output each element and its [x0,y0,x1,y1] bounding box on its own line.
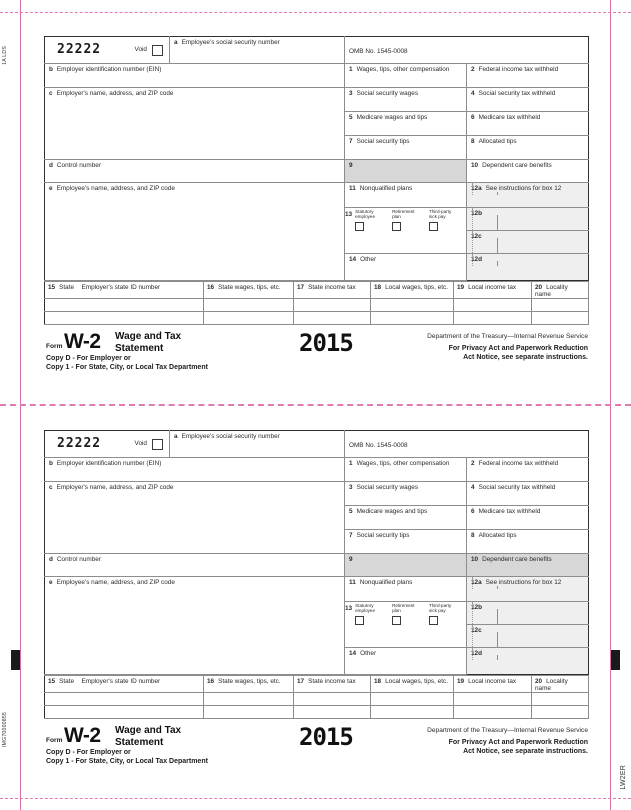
locality-entry-1-2[interactable] [532,693,589,706]
box-12a-number-2: 12a [471,579,482,586]
box-12b[interactable] [467,208,589,231]
box-14-other[interactable] [345,254,467,281]
footer-form-title [115,331,181,354]
box-13-retirement-line1: Retirement [392,209,415,214]
box-5-label-2: Medicare wages and tips [356,508,428,515]
box-16-label: State wages, tips, etc. [218,284,281,291]
footer-copy-line1: Copy D - For Employer or [46,355,131,362]
side-code-bottom-left: IMG70000855 [2,712,8,748]
local-wages-entry-2-2[interactable] [371,706,454,719]
box-12b-value-divider [497,215,498,230]
box-3-number: 3 [349,90,353,97]
box-12b-number: 12b [471,210,483,217]
box-12b-number-2: 12b [471,604,483,611]
box-19-local-income-tax-2[interactable] [454,676,532,693]
footer-form-title-2 [115,725,181,748]
state-tax-entry-2-2[interactable] [294,706,371,719]
perforation-line [0,404,631,406]
box-17-number-2: 17 [297,678,305,685]
footer-notice-line2-2: Act Notice, see separate instructions. [463,748,588,756]
box-14-other-2[interactable] [345,648,467,675]
box-7-number: 7 [349,138,353,145]
box-6-number: 6 [471,114,475,121]
omb-cell-2 [345,431,589,458]
box-10-number: 10 [471,162,479,169]
locality-entry-2[interactable] [532,312,589,325]
local-wages-entry-2[interactable] [371,312,454,325]
box-5-number: 5 [349,114,353,121]
box-19-number: 19 [457,284,465,291]
form-footer-2 [44,721,588,767]
footer-title-line2: Statement [115,342,164,354]
local-wages-entry-1-2[interactable] [371,693,454,706]
omb-cell [345,37,589,64]
box-8-label: Allocated tips [478,138,517,145]
box-17-state-income-tax[interactable] [294,282,371,299]
box-3-label-2: Social security wages [356,484,419,491]
side-code-bottom-right: LW2ER [620,765,627,790]
box-12d-value-divider-2 [497,655,498,660]
box-2-label: Federal income tax withheld [478,66,559,73]
box-a-letter: a [174,39,178,46]
box-15-state[interactable] [45,282,79,299]
box-5-medicare-wages[interactable] [345,112,467,136]
box-1-label-2: Wages, tips, other compensation [356,460,450,467]
w2-form-copy-bottom [44,430,588,767]
box-b-label: Employer identification number (EIN) [56,66,162,73]
box-7-number-2: 7 [349,532,353,539]
box-6-medicare-tax[interactable] [467,112,589,136]
box-4-number: 4 [471,90,475,97]
locality-entry-1[interactable] [532,299,589,312]
box-e-label: Employee's name, address, and ZIP code [56,185,175,192]
box-13-statutory-employee[interactable] [355,210,392,231]
box-6-medicare-tax-2[interactable] [467,506,589,530]
box-19-local-income-tax[interactable] [454,282,532,299]
box-10-number-2: 10 [471,556,479,563]
box-1-number: 1 [349,66,353,73]
box-18-label: Local wages, tips, etc. [385,284,448,291]
box-12d-code-divider-2 [472,648,473,660]
box-15-label: State [59,284,75,291]
footer-copy-info [46,354,208,372]
box-3-ss-wages-2[interactable] [345,482,467,506]
box-19-label-2: Local income tax [468,678,517,685]
box-12a-value-divider-2 [497,586,498,589]
form-footer [44,327,588,373]
box-10-dependent-care-2[interactable] [467,554,589,577]
box-d-control-number-2[interactable] [45,554,345,577]
box-d-letter: d [49,162,53,169]
w2-main-grid [44,36,589,281]
box-12d-number: 12d [471,256,483,263]
footer-notice-line1-2: For Privacy Act and Paperwork Reduction [448,739,588,746]
local-wages-entry-1[interactable] [371,299,454,312]
box-13-statutory-line1: Statutory [355,209,374,214]
box-c-employer-2[interactable] [45,482,345,554]
box-13-checkboxes [345,208,467,254]
box-15-label-2: State [59,678,75,685]
box-11-nonqualified-2[interactable] [345,577,467,602]
footer-title-line1-2: Wage and Tax [115,725,182,736]
box-12c-number: 12c [471,233,482,240]
box-13-statutory-checkbox-2[interactable] [355,616,364,625]
footer-notice-line2: Act Notice, see separate instructions. [463,354,588,362]
box-1-wages[interactable] [345,64,467,88]
footer-form-number: W-2 [64,330,101,353]
box-a-ssn-2[interactable] [170,431,345,458]
state-local-grid [44,281,589,325]
print-guide-bottom [0,798,631,799]
box-e-label-2: Employee's name, address, and ZIP code [56,579,175,586]
box-13-sickpay-line1-2: Third-party [429,603,452,608]
state-tax-entry-1-2[interactable] [294,693,371,706]
print-guide-top [0,12,631,13]
box-4-ss-tax[interactable] [467,88,589,112]
state-id-entry-2[interactable] [79,312,204,325]
box-9-shaded [345,160,467,183]
omb-number: OMB No. 1545-0008 [349,48,408,55]
box-13-retirement-line1-2: Retirement [392,603,415,608]
footer-title-line1: Wage and Tax [115,331,182,342]
state-id-entry-2-2[interactable] [79,706,204,719]
box-4-number-2: 4 [471,484,475,491]
box-18-number-2: 18 [374,678,382,685]
box-15-employer-state-id[interactable] [79,282,204,299]
box-3-label: Social security wages [356,90,419,97]
box-b-letter-2: b [49,460,53,467]
footer-tax-year: 2015 [299,329,353,357]
box-12c-code-divider [472,231,473,253]
box-9-number-2: 9 [349,556,353,563]
box-e-employee[interactable] [45,183,345,281]
void-checkbox[interactable] [152,45,163,56]
box-4-label: Social security tax withheld [478,90,556,97]
box-e-letter: e [49,185,53,192]
box-12d-value-divider [497,261,498,266]
box-9-shaded-2 [345,554,467,577]
box-13-statutory-checkbox[interactable] [355,222,364,231]
box-2-label-2: Federal income tax withheld [478,460,559,467]
box-8-number: 8 [471,138,475,145]
box-20-locality-name[interactable] [532,282,589,299]
box-14-label-2: Other [360,650,377,657]
local-tax-entry-2-2[interactable] [454,706,532,719]
box-12a-code-divider-2 [472,577,473,589]
state-entry-1[interactable] [45,299,79,312]
footer-notice-line1: For Privacy Act and Paperwork Reduction [448,345,588,352]
registration-mark-left [11,650,20,670]
box-a-label: Employee's social security number [181,39,280,46]
box-2-number-2: 2 [471,460,475,467]
registration-mark-right [611,650,620,670]
box-1-label: Wages, tips, other compensation [356,66,450,73]
box-13-statutory-line2-2: employee [355,607,376,613]
box-12d-number-2: 12d [471,650,483,657]
box-a-ssn[interactable] [170,37,345,64]
box-13-checkboxes-2 [345,602,467,648]
box-2-number: 2 [471,66,475,73]
box-12d[interactable] [467,254,589,281]
state-entry-1-2[interactable] [45,693,79,706]
box-7-ss-tips[interactable] [345,136,467,160]
box-b-ein[interactable] [45,64,345,88]
box-11-number: 11 [349,185,356,192]
local-tax-entry-1-2[interactable] [454,693,532,706]
box-13-statutory-line2: employee [355,213,376,219]
box-10-label: Dependent care benefits [482,162,552,169]
box-8-allocated-tips[interactable] [467,136,589,160]
box-c-label: Employer's name, address, and ZIP code [56,90,174,97]
box-19-number-2: 19 [457,678,465,685]
box-b-ein-2[interactable] [45,458,345,482]
box-15-label2-2: Employer's state ID number [81,678,161,685]
box-13-third-party-sick-pay[interactable] [429,210,466,231]
box-12b-value-divider-2 [497,609,498,624]
box-11-nonqualified[interactable] [345,183,467,208]
box-d-letter-2: d [49,556,53,563]
box-16-state-wages[interactable] [204,282,294,299]
box-15-number: 15 [48,284,56,291]
box-10-dependent-care[interactable] [467,160,589,183]
box-20-number-2: 20 [535,678,543,685]
box-20-locality-name-2[interactable] [532,676,589,693]
box-14-number-2: 14 [349,650,357,657]
footer-copy-info-2 [46,748,208,766]
side-code-top-left: 1A LDS [2,46,8,65]
footer-copy-line2: Copy 1 - For State, City, or Local Tax Department [46,364,208,372]
box-16-state-wages-2[interactable] [204,676,294,693]
box-13-third-party-sick-pay-2[interactable] [429,604,466,625]
box-15-employer-state-id-2[interactable] [79,676,204,693]
box-6-label: Medicare tax withheld [478,114,541,121]
box-e-employee-2[interactable] [45,577,345,675]
box-5-number-2: 5 [349,508,353,515]
box-13-statutory-employee-2[interactable] [355,604,392,625]
box-13-sickpay-checkbox[interactable] [429,222,438,231]
box-1-number-2: 1 [349,460,353,467]
box-13-sickpay-line2-2: sick pay [429,607,446,613]
box-c-employer[interactable] [45,88,345,160]
box-15-label2: Employer's state ID number [81,284,161,291]
state-entry-2-2[interactable] [45,706,79,719]
state-id-entry-1[interactable] [79,299,204,312]
box-18-label-2: Local wages, tips, etc. [385,678,448,685]
box-12a-label-2: See instructions for box 12 [485,579,562,586]
void-label-2: Void [134,440,147,447]
control-number-value: 22222 [57,41,102,57]
box-8-label-2: Allocated tips [478,532,517,539]
box-7-label-2: Social security tips [356,532,410,539]
box-20-label: Locality name [535,284,568,298]
local-tax-entry-2[interactable] [454,312,532,325]
box-17-label-2: State income tax [308,678,356,685]
box-11-label-2: Nonqualified plans [359,579,413,586]
state-wages-entry-2[interactable] [204,312,294,325]
box-17-state-income-tax-2[interactable] [294,676,371,693]
footer-copy-line2-2: Copy 1 - For State, City, or Local Tax Department [46,758,208,766]
box-12d-code-divider [472,254,473,266]
box-20-number: 20 [535,284,543,291]
omb-number-2: OMB No. 1545-0008 [349,442,408,449]
state-tax-entry-2[interactable] [294,312,371,325]
box-13-retirement-line2: plan [392,213,401,219]
footer-form-word-2: Form [46,737,63,744]
footer-privacy-notice [449,344,588,362]
box-a-label-2: Employee's social security number [181,433,280,440]
box-4-label-2: Social security tax withheld [478,484,556,491]
void-label: Void [134,46,147,53]
state-wages-entry-1-2[interactable] [204,693,294,706]
box-13-sickpay-line2: sick pay [429,213,446,219]
box-12c-value-divider-2 [497,632,498,647]
box-b-label-2: Employer identification number (EIN) [56,460,162,467]
box-8-allocated-tips-2[interactable] [467,530,589,554]
footer-copy-line1-2: Copy D - For Employer or [46,749,131,756]
footer-tax-year-2: 2015 [299,723,353,751]
footer-department-2: Department of the Treasury—Internal Revenue Service [427,727,588,734]
box-16-number: 16 [207,284,215,291]
box-12c[interactable] [467,231,589,254]
box-17-number: 17 [297,284,305,291]
box-5-medicare-wages-2[interactable] [345,506,467,530]
box-16-number-2: 16 [207,678,215,685]
box-18-number: 18 [374,284,382,291]
void-checkbox-2[interactable] [152,439,163,450]
box-15-state-2[interactable] [45,676,79,693]
box-6-number-2: 6 [471,508,475,515]
box-7-label: Social security tips [356,138,410,145]
box-12a-number: 12a [471,185,482,192]
box-6-label-2: Medicare tax withheld [478,508,541,515]
state-entry-2[interactable] [45,312,79,325]
box-18-local-wages[interactable] [371,282,454,299]
box-13-retirement-checkbox-2[interactable] [392,616,401,625]
box-13-number-2: 13 [345,605,353,612]
box-13-retirement-checkbox[interactable] [392,222,401,231]
box-12c-number-2: 12c [471,627,482,634]
box-16-label-2: State wages, tips, etc. [218,678,281,685]
box-13-retirement-plan-2[interactable] [392,604,429,625]
box-12a[interactable] [467,183,589,208]
box-d-label: Control number [56,162,101,169]
box-12b-code-divider-2 [472,602,473,624]
box-5-label: Medicare wages and tips [356,114,428,121]
state-id-entry-1-2[interactable] [79,693,204,706]
control-number-cell [45,37,170,64]
box-a-letter-2: a [174,433,178,440]
state-wages-entry-1[interactable] [204,299,294,312]
box-10-label-2: Dependent care benefits [482,556,552,563]
state-local-grid-2 [44,675,589,719]
box-13-retirement-line2-2: plan [392,607,401,613]
local-tax-entry-1[interactable] [454,299,532,312]
w2-main-grid-2 [44,430,589,675]
box-3-ss-wages[interactable] [345,88,467,112]
footer-title-line2-2: Statement [115,736,164,748]
box-13-statutory-line1-2: Statutory [355,603,374,608]
box-8-number-2: 8 [471,532,475,539]
box-13-sickpay-line1: Third-party [429,209,452,214]
box-13-sickpay-checkbox-2[interactable] [429,616,438,625]
box-15-number-2: 15 [48,678,56,685]
footer-privacy-notice-2 [449,738,588,756]
box-12c-code-divider-2 [472,625,473,647]
state-tax-entry-1[interactable] [294,299,371,312]
box-11-number-2: 11 [349,579,356,586]
box-14-label: Other [360,256,377,263]
box-12a-value-divider [497,192,498,195]
box-7-ss-tips-2[interactable] [345,530,467,554]
box-12a-label: See instructions for box 12 [485,185,562,192]
box-12d-2[interactable] [467,648,589,675]
footer-form-word: Form [46,343,63,350]
box-12a-code-divider [472,183,473,195]
footer-department: Department of the Treasury—Internal Revenue Service [427,333,588,340]
box-d-label-2: Control number [56,556,101,563]
box-d-control-number[interactable] [45,160,345,183]
box-12b-code-divider [472,208,473,230]
box-12c-2[interactable] [467,625,589,648]
box-1-wages-2[interactable] [345,458,467,482]
box-13-retirement-plan[interactable] [392,210,429,231]
w2-form-copy-top [44,36,588,373]
box-13-number: 13 [345,211,353,218]
box-19-label: Local income tax [468,284,517,291]
state-wages-entry-2-2[interactable] [204,706,294,719]
box-11-label: Nonqualified plans [359,185,413,192]
control-number-cell-2 [45,431,170,458]
box-12b-2[interactable] [467,602,589,625]
box-2-federal-tax-2[interactable] [467,458,589,482]
box-c-letter-2: c [49,484,53,491]
box-14-number: 14 [349,256,357,263]
box-3-number-2: 3 [349,484,353,491]
box-18-local-wages-2[interactable] [371,676,454,693]
box-c-letter: c [49,90,53,97]
box-12a-2[interactable] [467,577,589,602]
box-2-federal-tax[interactable] [467,64,589,88]
box-12c-value-divider [497,238,498,253]
control-number-value-2: 22222 [57,435,102,451]
box-9-number: 9 [349,162,353,169]
box-c-label-2: Employer's name, address, and ZIP code [56,484,174,491]
footer-form-number-2: W-2 [64,724,101,747]
box-b-letter: b [49,66,53,73]
box-4-ss-tax-2[interactable] [467,482,589,506]
box-20-label-2: Locality name [535,678,568,692]
box-e-letter-2: e [49,579,53,586]
box-17-label: State income tax [308,284,356,291]
locality-entry-2-2[interactable] [532,706,589,719]
